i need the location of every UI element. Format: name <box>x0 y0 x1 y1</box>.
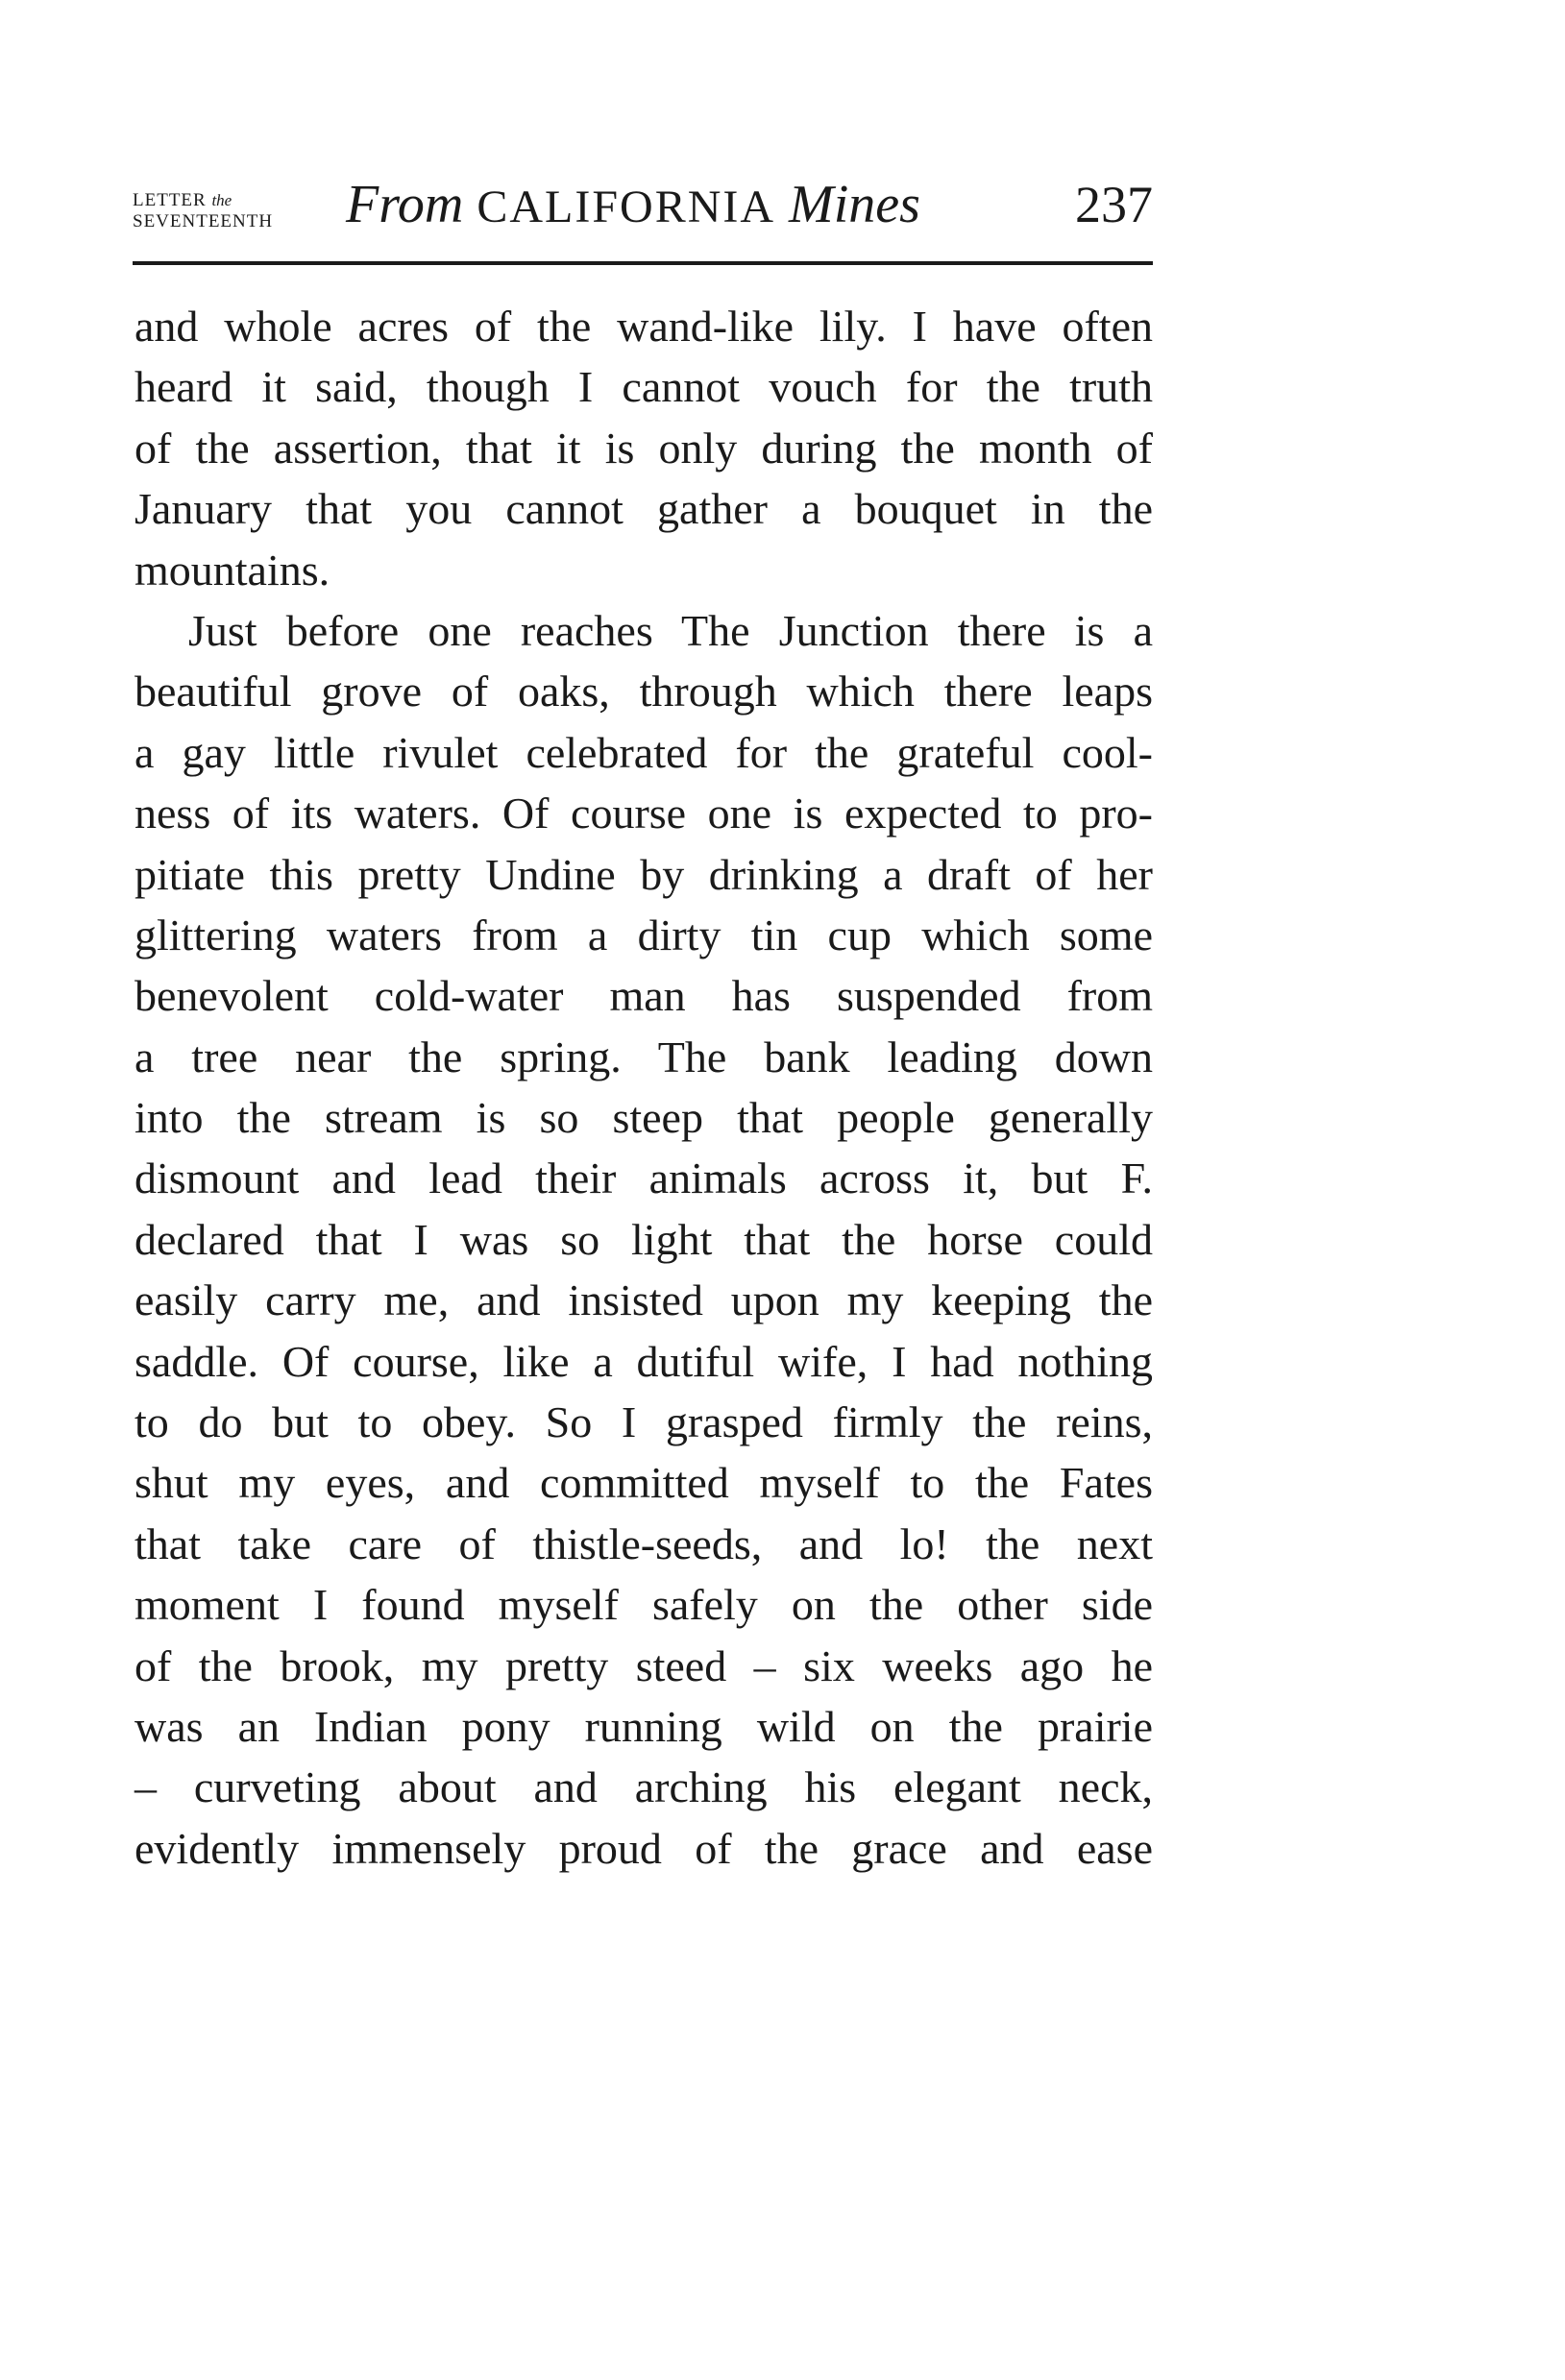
letter-ordinal: SEVENTEENTH <box>133 211 274 231</box>
text-line: of the brook, my pretty steed – six weeks ago he <box>134 1640 1153 1690</box>
text-line: moment I found myself safely on the other side <box>134 1580 1153 1630</box>
body-text <box>134 296 1153 1879</box>
running-head <box>133 171 1153 257</box>
header-rule <box>133 261 1153 265</box>
letter-label <box>133 190 273 232</box>
text-line: January that you cannot gather a bouquet in the <box>134 484 1153 534</box>
text-line: Just before one reaches The Junction there is a <box>188 605 1153 655</box>
text-line: heard it said, though I cannot vouch for the truth <box>134 362 1153 412</box>
text-line: glittering waters from a dirty tin cup which some <box>134 910 1153 959</box>
text-line: – curveting about and arching his elegant neck, <box>134 1762 1153 1812</box>
running-title <box>346 171 920 241</box>
text-line: into the stream is so steep that people generally <box>134 1093 1153 1143</box>
title-from: From <box>346 175 464 234</box>
page-number: 237 <box>1075 176 1153 233</box>
text-line: mountains. <box>134 545 330 595</box>
text-line: easily carry me, and insisted upon my keeping the <box>134 1275 1153 1325</box>
text-line: shut my eyes, and committed myself to the Fates <box>134 1458 1153 1508</box>
text-line: a tree near the spring. The bank leading down <box>134 1032 1153 1081</box>
the-word: the <box>211 191 232 209</box>
text-line: beautiful grove of oaks, through which there leaps <box>134 667 1153 716</box>
text-line: ness of its waters. Of course one is expected to pro- <box>134 789 1153 838</box>
letter-word: LETTER <box>133 190 207 210</box>
text-line: benevolent cold-water man has suspended from <box>134 971 1153 1021</box>
text-line: evidently immensely proud of the grace and ease <box>134 1823 1153 1873</box>
text-line: pitiate this pretty Undine by drinking a draft of her <box>134 849 1153 899</box>
text-line: was an Indian pony running wild on the prairie <box>134 1701 1153 1751</box>
text-line: declared that I was so light that the horse could <box>134 1214 1153 1264</box>
title-mines: Mines <box>789 175 920 234</box>
text-line: and whole acres of the wand-like lily. I have often <box>134 302 1153 351</box>
text-line: to do but to obey. So I grasped firmly the reins, <box>134 1397 1153 1447</box>
title-california: CALIFORNIA <box>477 182 776 232</box>
text-line: saddle. Of course, like a dutiful wife, I had nothing <box>134 1336 1153 1386</box>
text-line: that take care of thistle-seeds, and lo! the next <box>134 1518 1153 1568</box>
text-line: a gay little rivulet celebrated for the grateful cool- <box>134 727 1153 777</box>
text-line: dismount and lead their animals across it, but F. <box>134 1154 1153 1203</box>
text-line: of the assertion, that it is only during the month of <box>134 423 1153 473</box>
